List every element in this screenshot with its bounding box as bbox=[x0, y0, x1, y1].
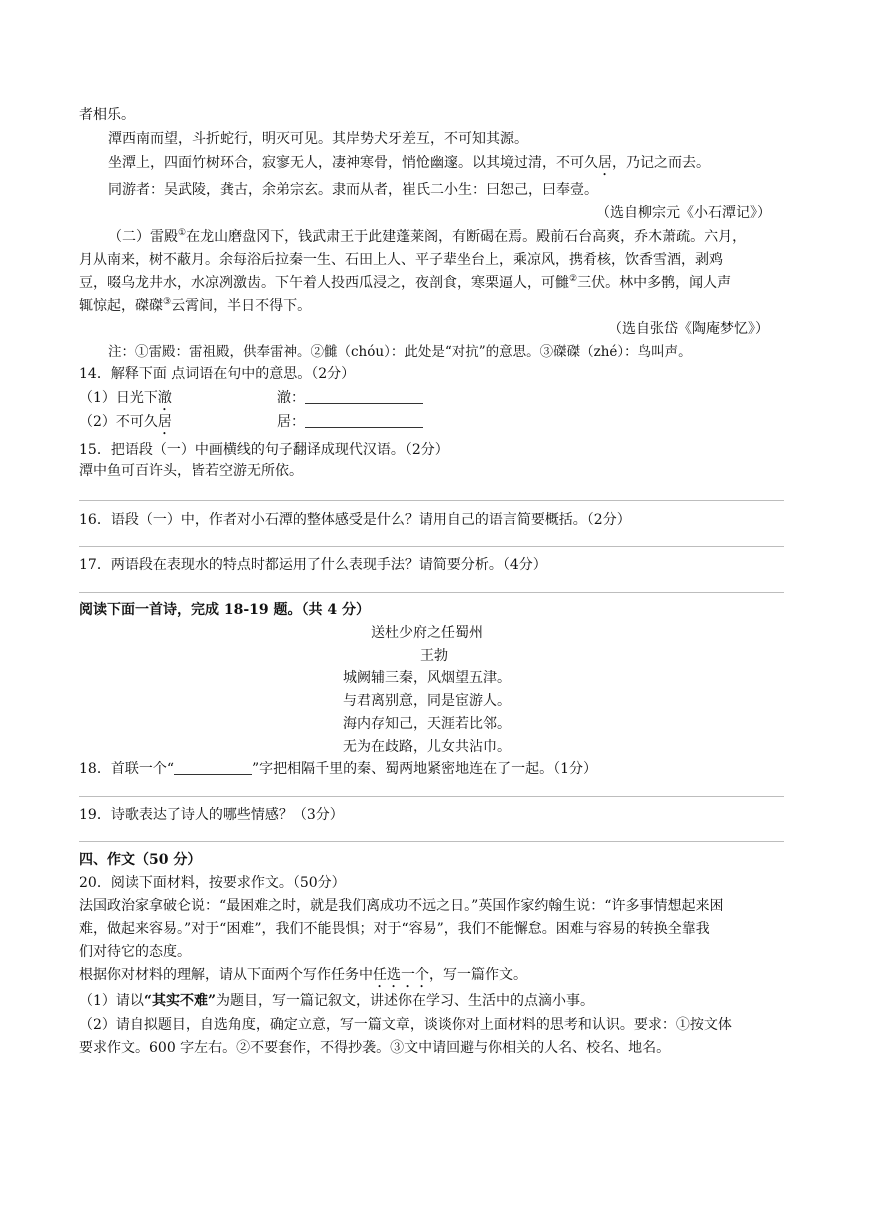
q18-answer-line[interactable] bbox=[79, 796, 784, 797]
q15-sentence: 潭中鱼可百许头，皆若空游无所依。 bbox=[79, 463, 303, 479]
essay-task2-line1: （2）请自拟题目，自选角度，确定立意，写一篇文章，谈谈你对上面材料的思考和认识。要求：①按文体 bbox=[79, 1017, 732, 1033]
poem-author: 王勃 bbox=[420, 648, 448, 664]
essay-material-line: 难，做起来容易。”对于“困难”，我们不能畏惧；对于“容易”，我们不能懈怠。困难与容易的转换全靠我 bbox=[79, 921, 710, 937]
passage2-line1: （二）雷殿①在龙山磨盘冈下，钱武肃王于此建蓬莱阁，有断碣在焉。殿前石台高爽，乔木萧疏。六月， bbox=[108, 228, 747, 245]
q14-item1-answer[interactable]: 澈： bbox=[277, 389, 423, 407]
poem-line: 城阙辅三秦，风烟望五津。 bbox=[343, 670, 511, 686]
q15-stem: 15．把语段（一）中画横线的句子翻译成现代汉语。（2分） bbox=[79, 442, 449, 458]
q16-stem: 16．语段（一）中，作者对小石潭的整体感受是什么？请用自己的语言简要概括。（2分） bbox=[79, 512, 631, 528]
q17-stem: 17．两语段在表现水的特点时都运用了什么表现手法？请简要分析。（4分） bbox=[79, 557, 547, 573]
passage1-para4: 同游者：吴武陵，龚古，余弟宗玄。隶而从者，崔氏二小生：曰恕己，曰奉壹。 bbox=[108, 182, 598, 198]
poem-section-heading: 阅读下面一首诗，完成 18-19 题。（共 4 分） bbox=[79, 602, 371, 618]
q19-stem: 19．诗歌表达了诗人的哪些情感？（3分） bbox=[79, 807, 344, 823]
passage1-para3: 坐潭上，四面竹树环合，寂寥无人，凄神寒骨，悄怆幽邃。以其境过清，不可久居，乃记之而去。 bbox=[108, 155, 710, 171]
q15-answer-line[interactable] bbox=[79, 500, 784, 501]
passage1-source: （选自柳宗元《小石潭记》） bbox=[596, 205, 771, 221]
passage1-para2: 潭西南而望，斗折蛇行，明灭可见。其岸势犬牙差互，不可知其源。 bbox=[108, 131, 528, 147]
passage2-source: （选自张岱《陶庵梦忆》） bbox=[608, 321, 769, 337]
q14-item2: （2）不可久居 bbox=[79, 414, 172, 430]
passage2-line4: 辄惊起，磔磔③云霄间，半日不得下。 bbox=[79, 297, 312, 314]
essay-heading: 四、作文（50 分） bbox=[79, 852, 202, 868]
passage2-line2: 月从南来，树不蔽月。余每浴后拉秦一生、石田上人、平子辈坐台上，乘凉风，携肴核，饮香雪酒，剥鸡 bbox=[79, 252, 723, 268]
q16-answer-line[interactable] bbox=[79, 546, 784, 547]
q14-item1: （1）日光下澈 bbox=[79, 390, 172, 406]
essay-instruction: 根据你对材料的理解，请从下面两个写作任务中任选一个，写一篇作文。 bbox=[79, 967, 527, 983]
passage2-line3: 豆，啜乌龙井水，水凉冽激齿。下午着人投西瓜浸之，夜剖食，寒栗逼人，可雠②三伏。林中多鹘，闻人声 bbox=[79, 274, 732, 291]
essay-material-line: 们对待它的态度。 bbox=[79, 944, 191, 960]
q20-stem: 20．阅读下面材料，按要求作文。（50分） bbox=[79, 875, 346, 891]
poem-line: 无为在歧路，儿女共沾巾。 bbox=[343, 739, 511, 755]
q17-answer-line[interactable] bbox=[79, 592, 784, 593]
poem-line: 与君离别意，同是宦游人。 bbox=[343, 693, 511, 709]
essay-material-line: 法国政治家拿破仑说：“最困难之时，就是我们离成功不远之日。”英国作家约翰生说：“许多事情想起来困 bbox=[79, 898, 724, 914]
q18-stem: 18．首联一个“ ”字把相隔千里的秦、蜀两地紧密地连在了一起。（1分） bbox=[79, 761, 598, 777]
poem-title: 送杜少府之任蜀州 bbox=[371, 625, 483, 641]
q19-answer-line[interactable] bbox=[79, 841, 784, 842]
passage2-notes: 注：①雷殿：雷祖殿，供奉雷神。②雠（chóu）：此处是“对抗”的意思。③磔磔（zhé）：鸟叫声。 bbox=[108, 344, 692, 360]
poem-line: 海内存知己，天涯若比邻。 bbox=[343, 716, 511, 732]
essay-task1: （1）请以“其实不难”为题目，写一篇记叙文，讲述你在学习、生活中的点滴小事。 bbox=[79, 993, 595, 1009]
passage1-line0: 者相乐。 bbox=[79, 107, 135, 123]
essay-task2-line2: 要求作文。600 字左右。②不要套作，不得抄袭。③文中请回避与你相关的人名、校名、地名。 bbox=[79, 1040, 671, 1056]
q18-blank[interactable] bbox=[174, 760, 252, 775]
q14-item2-answer[interactable]: 居： bbox=[277, 413, 423, 431]
q14-stem: 14．解释下面 点词语在句中的意思。（2分） bbox=[79, 366, 356, 382]
